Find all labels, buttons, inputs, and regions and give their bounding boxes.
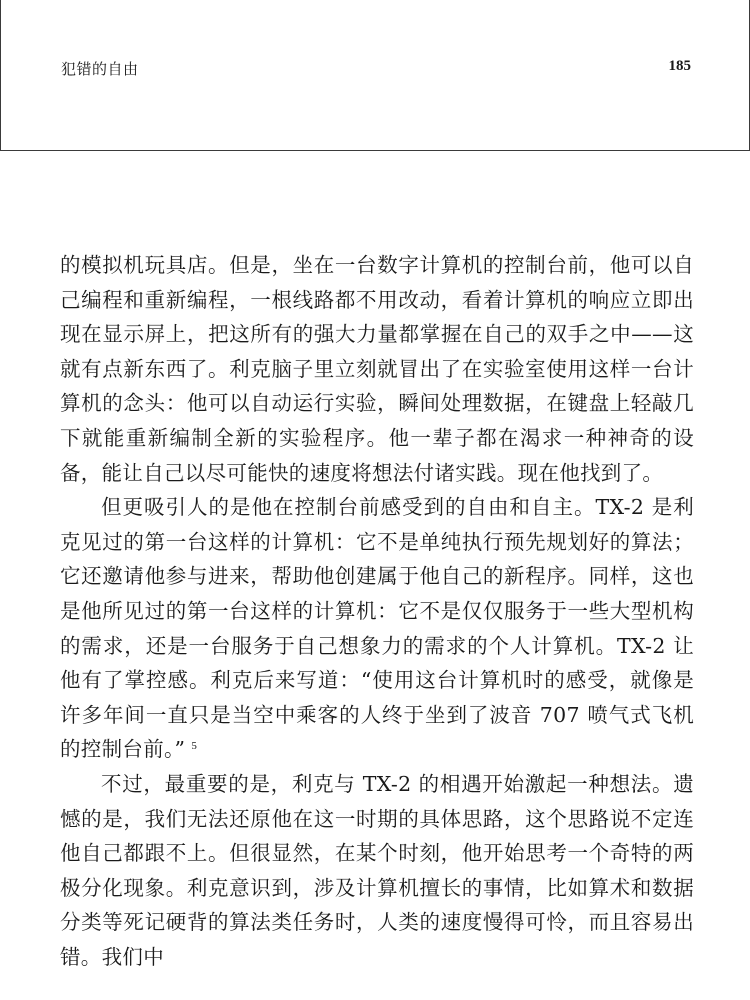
footnote-reference[interactable]: 5 — [191, 740, 198, 753]
body-text — [60, 248, 694, 974]
paragraph-1 — [60, 248, 694, 490]
paragraph-1-text: 的模拟机玩具店。但是，坐在一台数字计算机的控制台前，他可以自己编程和重新编程，一根线路都不用改动，看着计算机的响应立即出现在显示屏上，把这所有的强大力量都掌握在自己的双手之中——这就有点新东西了。利克脑子里立刻就冒出了在实验室使用这样一台计算机的念头：他可以自动运行实验，瞬间处理数据，在键盘上轻敲几下就能重新编制全新的实验程序。他一辈子都在渴求一种神奇的设备，能让自己以尽可能快的速度将想法付诸实践。现在他找到了。 — [60, 253, 694, 485]
paragraph-3-text: 不过，最重要的是，利克与 TX-2 的相遇开始激起一种想法。遗憾的是，我们无法还原他在这一时期的具体思路，这个思路说不定连他自己都跟不上。但很显然，在某个时刻，他开始思考一个奇特的两极分化现象。利克意识到，涉及计算机擅长的事情，比如算术和数据分类等死记硬背的算法类任务时，人类的速度慢得可怜，而且容易出错。我们中 — [60, 771, 694, 969]
paragraph-2 — [60, 490, 694, 767]
paragraph-3 — [60, 767, 694, 975]
page-header — [0, 0, 750, 151]
paragraph-2-text: 但更吸引人的是他在控制台前感受到的自由和自主。TX-2 是利克见过的第一台这样的计算机：它不是单纯执行预先规划好的算法；它还邀请他参与进来，帮助他创建属于他自己的新程序。同样，这也是他所见过的第一台这样的计算机：它不是仅仅服务于一些大型机构的需求，还是一台服务于自己想象力的需求的个人计算机。TX-2 让他有了掌控感。利克后来写道：“使用这台计算机时的感受，就像是许多年间一直只是当空中乘客的人终于坐到了波音 707 喷气式飞机的控制台前。” — [60, 495, 694, 762]
running-title: 犯错的自由 — [61, 60, 139, 78]
page-number: 185 — [668, 58, 691, 74]
